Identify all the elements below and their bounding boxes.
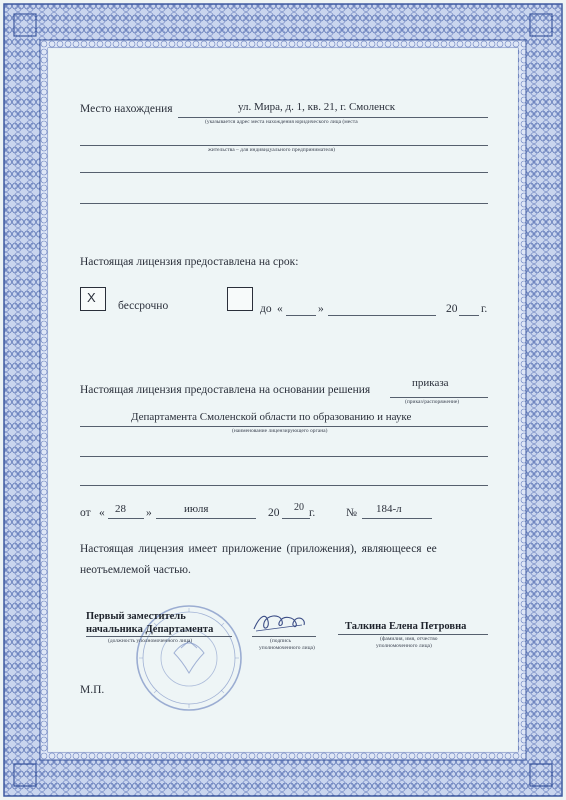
date-quote-open: «: [99, 507, 105, 519]
decision-type-hint: (приказ/распоряжение): [405, 399, 460, 405]
date-year-suffix: 20: [294, 502, 304, 513]
indefinite-check-mark: X: [87, 290, 96, 305]
name-line: [338, 634, 488, 635]
until-label: до: [260, 303, 272, 315]
signer-name: Талкина Елена Петровна: [345, 621, 467, 632]
signature-hint-1: (подпись: [270, 638, 292, 644]
until-year-prefix: 20: [446, 303, 458, 315]
location-line-4: [80, 203, 488, 204]
signature-hint-2: уполномоченного лица): [259, 645, 315, 651]
until-quote-close: »: [318, 303, 324, 315]
indefinite-label: бессрочно: [118, 300, 169, 312]
handwritten-signature-icon: [250, 607, 310, 637]
position-line: [86, 636, 232, 637]
authority-line: [80, 426, 488, 427]
authority-hint: (наименование лицензирующего органа): [232, 428, 328, 434]
appendix-line-1: Настоящая лицензия имеет приложение (приложения), являющееся ее: [80, 543, 437, 555]
signature-line: [252, 636, 316, 637]
date-day-line: [108, 518, 144, 519]
signer-position-line-1: Первый заместитель: [86, 611, 186, 622]
signer-name-hint-2: уполномоченного лица): [376, 643, 432, 649]
signer-name-hint-1: (фамилия, имя, отчество: [380, 636, 438, 642]
date-month: июля: [184, 503, 209, 515]
appendix-line-2: неотъемлемой частью.: [80, 564, 191, 576]
number-line: [362, 518, 432, 519]
date-quote-close: »: [146, 507, 152, 519]
authority-line-2: [80, 456, 488, 457]
term-heading: Настоящая лицензия предоставлена на срок:: [80, 256, 299, 268]
date-from-label: от: [80, 507, 91, 519]
until-year-suffix: г.: [481, 303, 488, 315]
license-number: 184-л: [376, 503, 402, 515]
date-year-line: [282, 518, 310, 519]
until-day-line: [286, 315, 316, 316]
signer-position-line-2: начальника Департамента: [86, 624, 214, 635]
decision-type-value: приказа: [412, 377, 449, 389]
location-line-2: [80, 145, 488, 146]
authority-line-3: [80, 485, 488, 486]
authority-value: Департамента Смоленской области по образованию и науке: [131, 411, 412, 423]
date-month-line: [156, 518, 256, 519]
decision-type-line: [390, 397, 488, 398]
location-hint-2: жительства – для индивидуального предпринимателя): [208, 147, 335, 153]
signer-position-hint: (должность уполномоченного лица): [108, 638, 193, 644]
until-month-line: [328, 315, 436, 316]
location-label: Место нахождения: [80, 103, 173, 115]
number-label: №: [346, 507, 357, 519]
date-year-g: г.: [309, 507, 316, 519]
until-year-line: [459, 315, 479, 316]
location-value: ул. Мира, д. 1, кв. 21, г. Смоленск: [238, 101, 396, 113]
until-quote-open: «: [277, 303, 283, 315]
date-year-prefix: 20: [268, 507, 280, 519]
location-hint-1: (указывается адрес места нахождения юридического лица (места: [205, 119, 358, 125]
stamp-place-label: М.П.: [80, 684, 105, 696]
date-day: 28: [115, 503, 126, 515]
location-line: [178, 117, 488, 118]
until-checkbox: [227, 287, 253, 311]
location-line-3: [80, 172, 488, 173]
basis-heading: Настоящая лицензия предоставлена на основании решения: [80, 384, 371, 396]
